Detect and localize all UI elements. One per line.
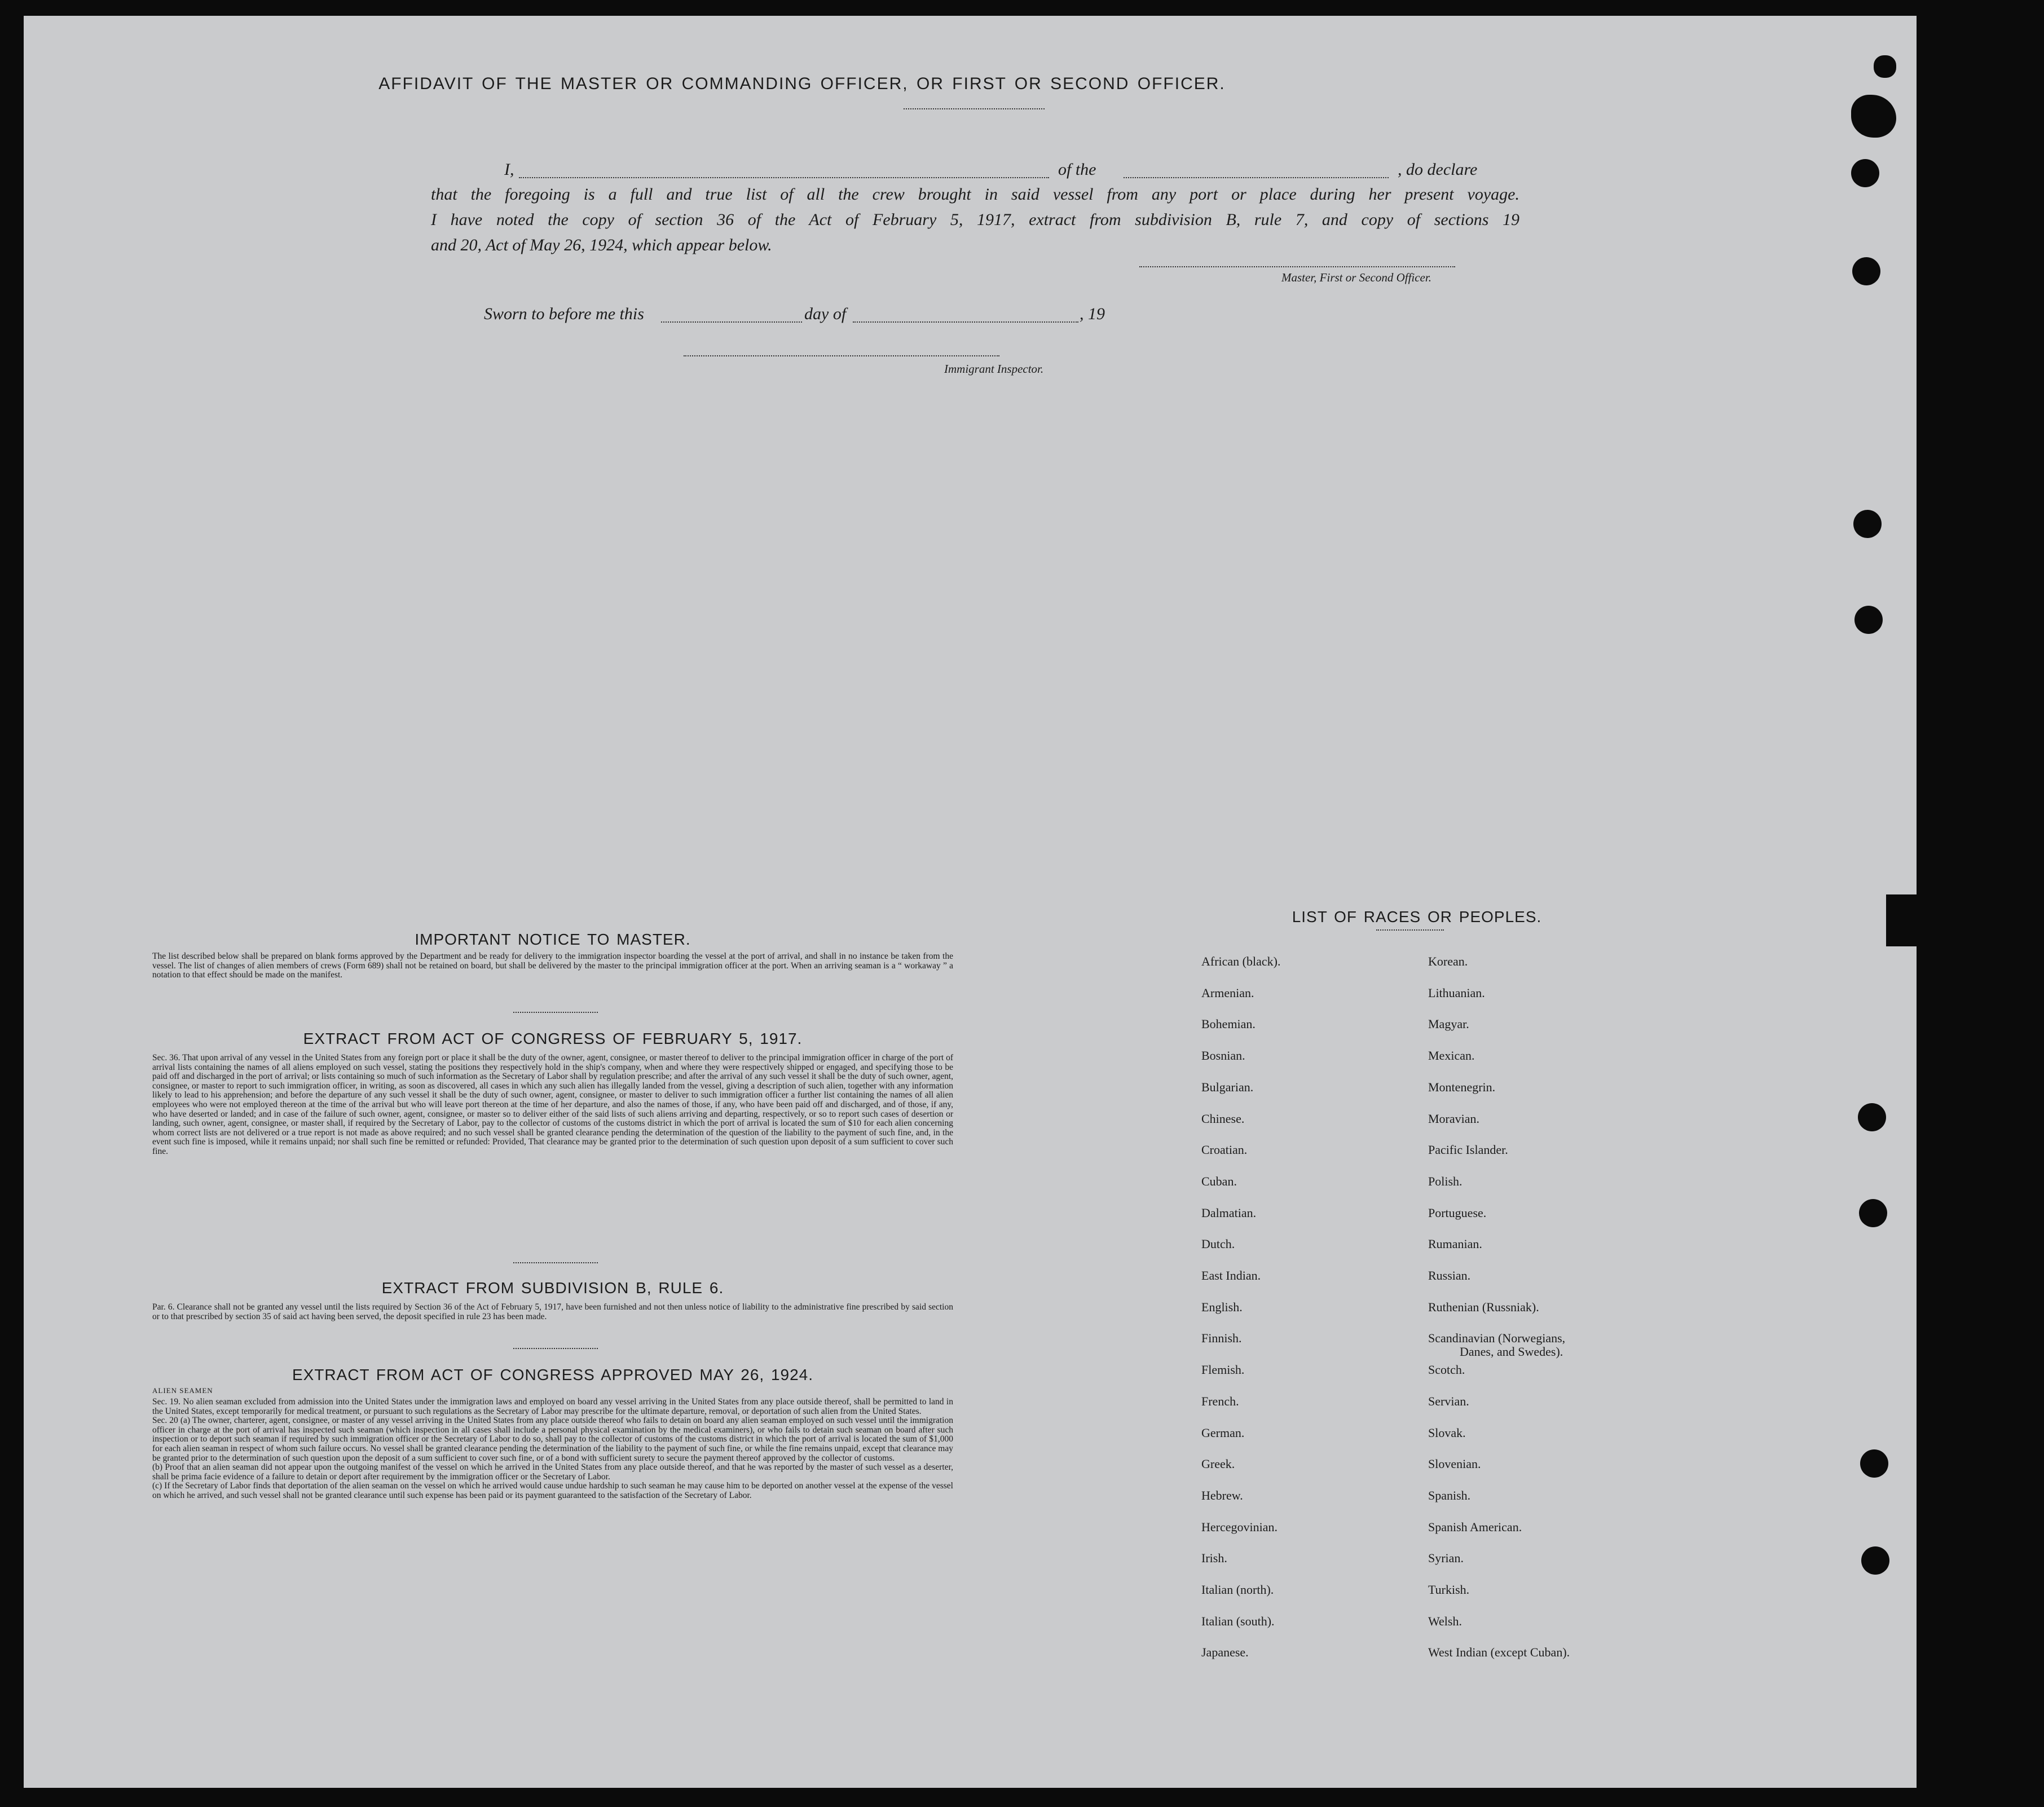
section-20b: (b) Proof that an alien seaman did not appear upon the outgoing manifest of the vessel on which he arrived in the United States from any place outside thereof, and that he was reported by the master of such vessel as a deserter, shall be prima facie evidence of a failure to detain or deport after requirement by the immigration officer or the Secretary of Labor. [152,1462,953,1482]
race-item: Polish. [1428,1174,1462,1188]
document-page [24,16,1917,1788]
sworn-prefix: Sworn to before me this [484,305,644,323]
declaration-line-2: that the foregoing is a full and true list of all the crew brought in said vessel from any port or place during her present voyage. [431,185,1519,204]
race-item: Moravian. [1428,1111,1480,1126]
races-title: LIST OF RACES OR PEOPLES. [1292,908,1542,925]
race-item: Lithuanian. [1428,985,1485,1000]
race-item: Irish. [1201,1551,1227,1566]
section-20a: Sec. 20 (a) The owner, charterer, agent, consignee, or master of any vessel arriving in the United States from any place outside thereof who fails to detain on board any alien seaman employed on such vessel until the immigration officer in charge at the port of arrival has inspected such seaman (which inspection in all cases shall include a personal physical examination by the medical examiners), or who fails to detain such seaman on board after such inspection or to deport such seaman if required by such immigration officer or the Secretary of Labor to do so, shall pay to the collector of customs of the customs district in which the port of arrival is located the sum of $1,000 for each alien seaman in respect of whom such failure occurs. No vessel shall be granted clearance pending the determination of the liability to the payment of such fine, or while the fine remains unpaid, except that clearance may be granted prior to the determination of such question upon the deposit of a sum sufficient to cover such fine, or of a bond with sufficient surety to secure the payment thereof approved by the collector of customs. [152,1416,953,1463]
race-item: Mexican. [1428,1048,1475,1063]
race-item: Russian. [1428,1268,1471,1282]
race-item: Scotch. [1428,1363,1465,1377]
race-item: Dutch. [1201,1237,1235,1251]
extract-rule6-title: EXTRACT FROM SUBDIVISION B, RULE 6. [381,1279,724,1297]
declaration-declare: , do declare [1398,160,1478,179]
race-item: Hebrew. [1201,1488,1243,1502]
race-item: Bosnian. [1201,1048,1245,1063]
race-item: Spanish American. [1428,1519,1522,1534]
race-item: French. [1201,1394,1239,1408]
extract-1917-text: Sec. 36. That upon arrival of any vessel in the United States from any foreign port or place it shall be the duty of the owner, agent, consignee, or master thereof to deliver to the principal immigration officer in charge of the port of arrival lists containing the names of all aliens employed on such vessel, stating the positions they respectively hold in the ship's company, when and where they were respectively shipped or engaged, and specifying those to be paid off and discharged in the port of arrival; or lists containing so much of such information as the Secretary of Labor shall by regulation prescribe; and after the arrival of any such vessel it shall be the duty of such owner, agent, consignee, or master to report to such immigration officer, in writing, as soon as discovered, all cases in which any such alien has illegally landed from the vessel, giving a description of such alien, together with any information likely to lead to his apprehension; and before the departure of any such vessel it shall be the duty of such owner, agent, consignee, or master to deliver to such immigration officer a further list containing the names of all alien employees who were not employed thereon at the time of the arrival but who will leave port thereon at the time of her departure, and also the names of those, if any, who have been paid off and discharged, and of those, if any, who have deserted or landed; and in case of the failure of such owner, agent, consignee, or master so to deliver either of the said lists of such aliens arriving and departing, respectively, or so to report such cases of desertion or landing, such owner, agent, consignee, or master shall, if required by the Secretary of Labor, pay to the collector of customs of the customs district in which the port of arrival is located the sum of $10 for each alien concerning whom correct lists are not delivered or a true report is not made as above required; and no such vessel shall be granted clearance pending the determination of the question of the liability to the payment of such fine, and, in the event such fine is imposed, while it remains unpaid; nor shall such fine be remitted or refunded: Provided, That clearance may be granted prior to the determination of such question upon deposit of a sum sufficient to cover such fine. [152,1053,953,1156]
race-item: Slovak. [1428,1425,1466,1440]
race-item: Scandinavian (Norwegians, [1428,1331,1566,1346]
race-item: Pacific Islander. [1428,1143,1508,1157]
race-item: Slovenian. [1428,1457,1481,1471]
notice-title: IMPORTANT NOTICE TO MASTER. [415,931,691,948]
race-item: Magyar. [1428,1017,1469,1032]
race-item: Turkish. [1428,1583,1470,1597]
section-20c: (c) If the Secretary of Labor finds that deportation of the alien seaman on the vessel on which he arrived would cause undue hardship to such seaman he may cause him to be deported on another vessel at the expense of the vessel on which he arrived, and such vessel shall not be granted clearance until such expense has been paid or its payment guaranteed to the satisfaction of the Secretary of Labor. [152,1481,953,1500]
affidavit-title: AFFIDAVIT OF THE MASTER OR COMMANDING OFFICER, OR FIRST OR SECOND OFFICER. [378,74,1226,93]
race-item: Bulgarian. [1201,1079,1254,1094]
race-item: Ruthenian (Russniak). [1428,1299,1539,1314]
race-item: Montenegrin. [1428,1079,1496,1094]
race-item: Bohemian. [1201,1017,1256,1032]
race-item: Armenian. [1201,985,1254,1000]
sworn-year: , 19 [1080,305,1105,323]
extract-1917-title: EXTRACT FROM ACT OF CONGRESS OF FEBRUARY 5, 1917. [303,1030,803,1047]
notice-text: The list described below shall be prepared on blank forms approved by the Department and be ready for delivery to the immigration inspector boarding the vessel at the port of arrival, and shall in no instance be taken from the vessel. The list of changes of alien members of crews (Form 689) shall not be retained on board, but shall be delivered by the master to the principal immigration officer at the port. When an arriving seaman is a “ workaway ” a notation to that effect should be made on the manifest. [152,951,953,980]
declaration-i: I, [504,160,514,179]
race-item: Italian (south). [1201,1614,1275,1628]
race-item: Rumanian. [1428,1237,1482,1251]
race-item: Spanish. [1428,1488,1471,1502]
race-item: Portuguese. [1428,1205,1487,1220]
race-item: Italian (north). [1201,1583,1274,1597]
race-item: English. [1201,1299,1243,1314]
race-item-continuation: Danes, and Swedes). [1460,1345,1563,1359]
declaration-of-the: of the [1058,160,1096,179]
race-item: African (black). [1201,954,1281,968]
extract-1924-subtitle: ALIEN SEAMEN [152,1386,213,1395]
declaration-line-4: and 20, Act of May 26, 1924, which appear below. [431,236,772,254]
sworn-day-of: day of [804,305,847,323]
section-19: Sec. 19. No alien seaman excluded from admission into the United States under the immigration laws and employed on board any vessel arriving in the United States from any place outside thereof, shall be permitted to land in the United States, except temporarily for medical treatment, or pursuant to such regulations as the Secretary of Labor may prescribe for the ultimate departure, removal, or deportation of such alien from the United States. [152,1397,953,1416]
extract-rule6-text: Par. 6. Clearance shall not be granted any vessel until the lists required by Section 36 of the Act of February 5, 1917, have been furnished and not then unless notice of liability to the administrative fine prescribed by said section or to that prescribed by section 35 of said act having been served, the deposit specified in rule 23 has been made. [152,1302,953,1321]
race-item: Welsh. [1428,1614,1462,1628]
race-item: Servian. [1428,1394,1469,1408]
races-list [24,16,1917,1788]
race-item: Greek. [1201,1457,1235,1471]
declaration-line-3: I have noted the copy of section 36 of the Act of February 5, 1917, extract from subdivision B, rule 7, and copy of sections 19 [431,210,1519,229]
race-item: Croatian. [1201,1143,1248,1157]
extract-1924-title: EXTRACT FROM ACT OF CONGRESS APPROVED MAY 26, 1924. [292,1366,814,1383]
inspector-label: Immigrant Inspector. [944,362,1044,376]
race-item: Flemish. [1201,1363,1245,1377]
race-item: West Indian (except Cuban). [1428,1645,1570,1660]
race-item: German. [1201,1425,1245,1440]
race-item: Hercegovinian. [1201,1519,1278,1534]
race-item: Cuban. [1201,1174,1237,1188]
race-item: East Indian. [1201,1268,1261,1282]
race-item: Japanese. [1201,1645,1249,1660]
race-item: Dalmatian. [1201,1205,1257,1220]
race-item: Finnish. [1201,1331,1242,1346]
race-item: Korean. [1428,954,1468,968]
master-signature-label: Master, First or Second Officer. [1281,271,1431,284]
race-item: Syrian. [1428,1551,1464,1566]
race-item: Chinese. [1201,1111,1245,1126]
